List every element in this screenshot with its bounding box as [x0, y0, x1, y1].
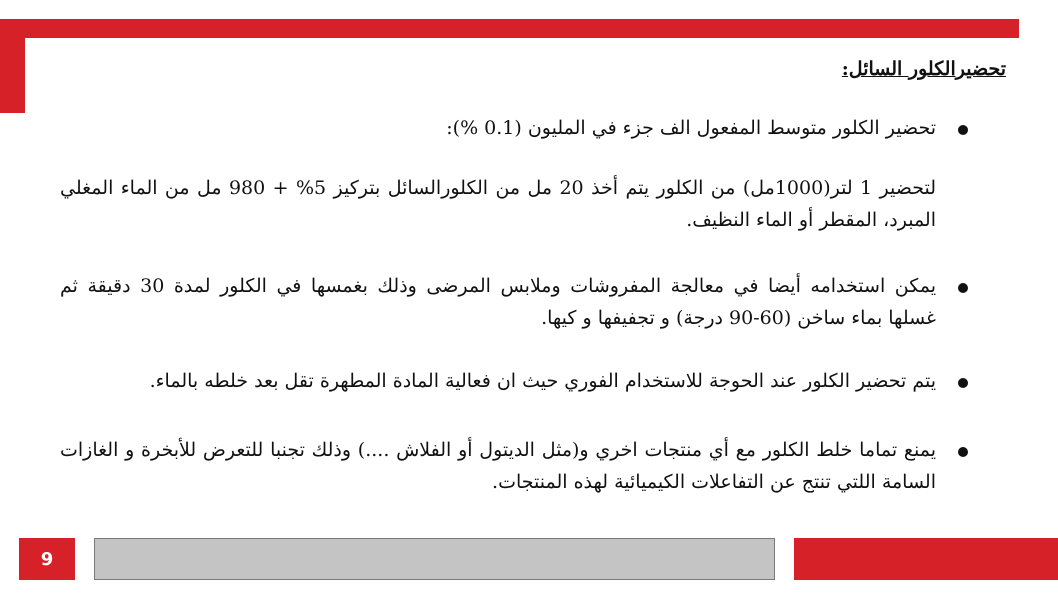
header-accent-bar	[0, 19, 1019, 38]
bullet-icon	[958, 283, 968, 293]
page-number: 9	[19, 538, 75, 580]
footer-red-bar	[794, 538, 1058, 580]
left-accent-bar	[0, 19, 25, 113]
bullet-item-concentration: تحضير الكلور متوسط المفعول الف جزء في المليون (0.1 %):	[446, 117, 936, 139]
bullet-item-mixing-warning: يمنع تماما خلط الكلور مع أي منتجات اخري و(مثل الديتول أو الفلاش ....) وذلك تجنبا للتعرض للأبخرة و الغازات السامة اللتي تنتج عن التفاعلات الكيميائية لهذه المنتجات.	[60, 439, 936, 493]
bullet-icon	[958, 447, 968, 457]
footer-gray-bar	[94, 538, 775, 580]
bullet-icon	[958, 378, 968, 388]
bullet-item-immediate-use: يتم تحضير الكلور عند الحوجة للاستخدام الفوري حيث ان فعالية المادة المطهرة تقل بعد خلطه بالماء.	[149, 370, 936, 392]
bullet-item-laundry: يمكن استخدامه أيضا في معالجة المفروشات وملابس المرضى وذلك بغمسها في الكلور لمدة 30 دقيقة ثم غسلها بماء ساخن (60-90 درجة) و تجفيفها و كيها.	[60, 275, 937, 329]
bullet-icon	[958, 125, 968, 135]
slide-title: تحضيرالكلور السائل:	[841, 58, 1006, 80]
paragraph-preparation: لتحضير 1 لتر(1000مل) من الكلور يتم أخذ 20 مل من الكلورالسائل بتركيز 5% + 980 مل من الماء المغلي المبرد، المقطر أو الماء النظيف.	[60, 177, 936, 231]
